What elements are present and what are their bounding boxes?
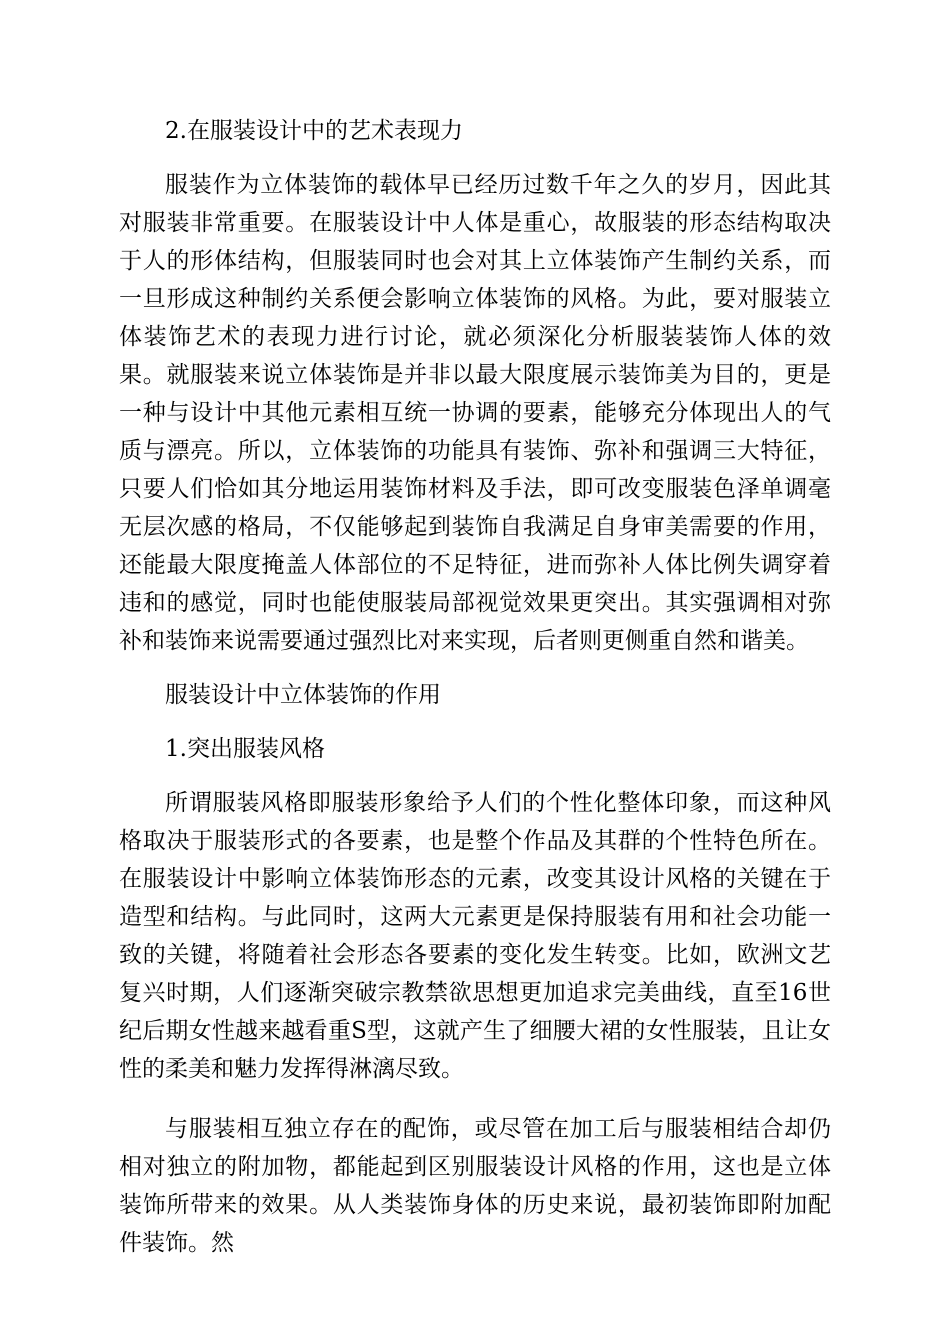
main-heading: 服装设计中立体装饰的作用 xyxy=(165,682,441,708)
section-2-paragraph: 服装作为立体装饰的载体早已经历过数千年之久的岁月，因此其对服装非常重要。在服装设计中人体是重心，故服装的形态结构取决于人的形体结构，但服装同时也会对其上立体装饰产生制约关系，而一旦形成这种制约关系便会影响立体装饰的风格。为此，要对服装立体装饰艺术的表现力进行讨论，就必须深化分析服装装饰人体的效果。就服装来说立体装饰是并非以最大限度展示装饰美为目的，更是一种与设计中其他元素相互统一协调的要素，能够充分体现出人的气质与漂亮。所以，立体装饰的功能具有装饰、弥补和强调三大特征，只要人们恰如其分地运用装饰材料及手法，即可改变服装色泽单调毫无层次感的格局，不仅能够起到装饰自我满足自身审美需要的作用，还能最大限度掩盖人体部位的不足特征，进而弥补人体比例失调穿着违和的感觉，同时也能使服装局部视觉效果更突出。其实强调相对弥补和装饰来说需要通过强烈比对来实现，后者则更侧重自然和谐美。 xyxy=(119,172,831,654)
section-1-paragraph-1: 所谓服装风格即服装形象给予人们的个性化整体印象，而这种风格取决于服装形式的各要素，也是整个作品及其群的个性特色所在。在服装设计中影响立体装饰形态的元素，改变其设计风格的关键在于造型和结构。与此同时，这两大元素更是保持服装有用和社会功能一致的关键，将随着社会形态各要素的变化发生转变。比如，欧洲文艺复兴时期，人们逐渐突破宗教禁欲思想更加追求完美曲线，直至16世纪后期女性越来越看重S型，这就产生了细腰大裙的女性服装，且让女性的柔美和魅力发挥得淋漓尽致。 xyxy=(119,790,831,1082)
section-2-heading: 2.在服装设计中的艺术表现力 xyxy=(165,118,463,144)
section-1-heading: 1.突出服装风格 xyxy=(165,736,325,762)
document-page xyxy=(119,112,831,1262)
section-1-paragraph-2: 与服装相互独立存在的配饰，或尽管在加工后与服装相结合却仍相对独立的附加物，都能起到区别服装设计风格的作用，这也是立体装饰所带来的效果。从人类装饰身体的历史来说，最初装饰即附加配件装饰。然 xyxy=(119,1116,831,1256)
